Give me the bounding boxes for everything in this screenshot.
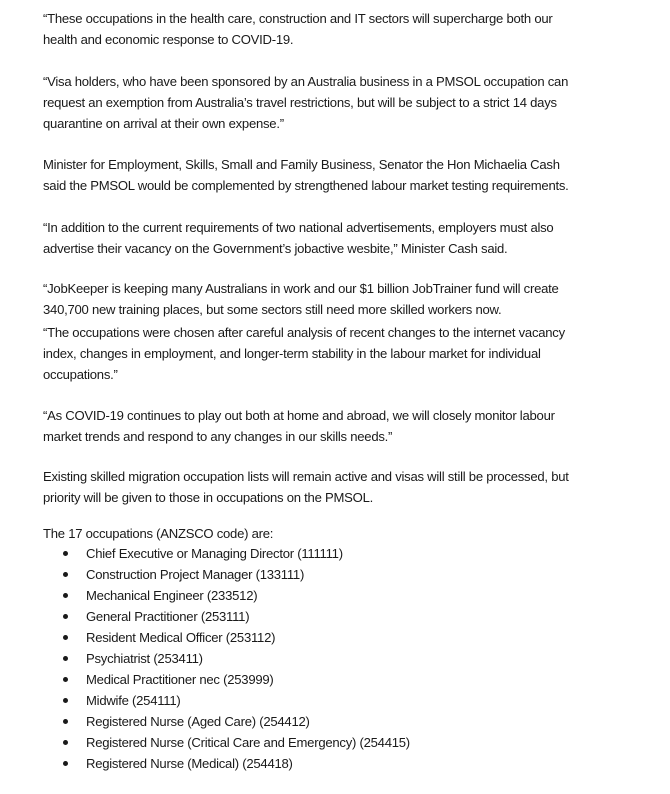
text-line: The 17 occupations (ANZSCO code) are:	[43, 526, 274, 541]
bullet-icon	[63, 719, 68, 724]
bullet-icon	[63, 614, 68, 619]
text-line: said the PMSOL would be complemented by strengthened labour market testing requirements.	[43, 178, 569, 193]
bullet-icon	[63, 656, 68, 661]
minister-statement	[43, 154, 643, 196]
text-line: request an exemption from Australia’s travel restrictions, but will be subject to a strict 14 days	[43, 95, 557, 110]
text-line: “As COVID-19 continues to play out both at home and abroad, we will closely monitor labour	[43, 408, 555, 423]
list-item	[43, 648, 410, 669]
quote-visa-holders	[43, 71, 643, 134]
text-line: Minister for Employment, Skills, Small and Family Business, Senator the Hon Michaelia Cash	[43, 157, 560, 172]
list-item-text: Midwife (254111)	[86, 693, 181, 708]
bullet-icon	[63, 551, 68, 556]
list-item	[43, 669, 410, 690]
text-line: “Visa holders, who have been sponsored by an Australia business in a PMSOL occupation can	[43, 74, 569, 89]
existing-lists-statement	[43, 466, 643, 508]
bullet-icon	[63, 740, 68, 745]
list-item	[43, 690, 410, 711]
bullet-icon	[63, 635, 68, 640]
text-line: priority will be given to those in occupations on the PMSOL.	[43, 490, 373, 505]
text-line: “The occupations were chosen after careful analysis of recent changes to the internet vacancy	[43, 325, 565, 340]
occupations-intro	[43, 523, 643, 544]
text-line: “These occupations in the health care, construction and IT sectors will supercharge both our	[43, 11, 553, 26]
quote-covid-monitor	[43, 405, 643, 447]
bullet-icon	[63, 593, 68, 598]
list-item	[43, 543, 410, 564]
bullet-icon	[63, 677, 68, 682]
bullet-icon	[63, 761, 68, 766]
list-item	[43, 711, 410, 732]
text-line: health and economic response to COVID-19.	[43, 32, 294, 47]
list-item-text: Resident Medical Officer (253112)	[86, 630, 276, 645]
list-item	[43, 606, 410, 627]
list-item	[43, 564, 410, 585]
text-line: Existing skilled migration occupation lists will remain active and visas will still be processed, but	[43, 469, 569, 484]
list-item-text: Medical Practitioner nec (253999)	[86, 672, 274, 687]
list-item-text: Registered Nurse (Aged Care) (254412)	[86, 714, 310, 729]
quote-occupations-chosen	[43, 322, 643, 385]
quote-supercharge	[43, 8, 643, 50]
list-item	[43, 585, 410, 606]
text-line: “JobKeeper is keeping many Australians in work and our $1 billion JobTrainer fund will create	[43, 281, 559, 296]
list-item-text: Mechanical Engineer (233512)	[86, 588, 258, 603]
list-item	[43, 627, 410, 648]
text-line: “In addition to the current requirements of two national advertisements, employers must also	[43, 220, 554, 235]
text-line: advertise their vacancy on the Government’s jobactive wesbite,” Minister Cash said.	[43, 241, 508, 256]
bullet-icon	[63, 698, 68, 703]
text-line: 340,700 new training places, but some sectors still need more skilled workers now.	[43, 302, 502, 317]
text-line: market trends and respond to any changes in our skills needs.”	[43, 429, 393, 444]
quote-advertisements	[43, 217, 643, 259]
text-line: quarantine on arrival at their own expense.”	[43, 116, 284, 131]
list-item-text: Chief Executive or Managing Director (111111)	[86, 546, 343, 561]
list-item-text: General Practitioner (253111)	[86, 609, 250, 624]
text-line: index, changes in employment, and longer-term stability in the labour market for individual	[43, 346, 541, 361]
quote-jobkeeper	[43, 278, 643, 320]
text-line: occupations.”	[43, 367, 118, 382]
list-item-text: Construction Project Manager (133111)	[86, 567, 305, 582]
bullet-icon	[63, 572, 68, 577]
list-item-text: Psychiatrist (253411)	[86, 651, 203, 666]
list-item-text: Registered Nurse (Medical) (254418)	[86, 756, 293, 771]
list-item	[43, 753, 410, 774]
list-item-text: Registered Nurse (Critical Care and Emergency) (254415)	[86, 735, 410, 750]
list-item	[43, 732, 410, 753]
occupation-list	[43, 543, 410, 774]
